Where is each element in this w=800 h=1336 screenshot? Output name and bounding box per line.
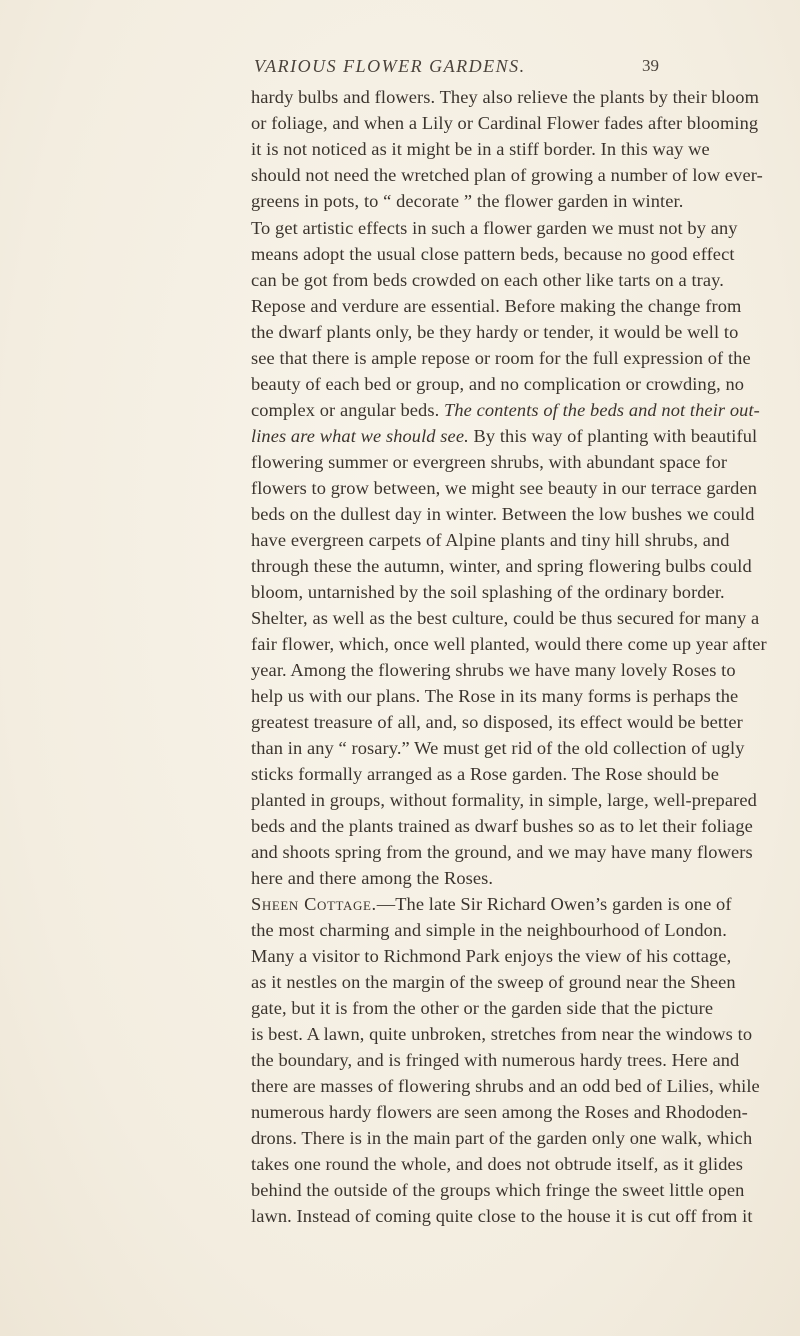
text-line: drons. There is in the main part of the garden only one walk, which (251, 1128, 753, 1148)
text-line: or foliage, and when a Lily or Cardinal Flower fades after blooming (251, 113, 759, 133)
text-line: should not need the wretched plan of growing a number of low ever- (251, 165, 763, 185)
text-line: flowers to grow between, we might see beauty in our terrace garden (251, 478, 758, 498)
page-number: 39 (642, 56, 659, 75)
text-line: lawn. Instead of coming quite close to the house it is cut off from it (251, 1206, 753, 1226)
text-line: it is not noticed as it might be in a stiff border. In this way we (251, 139, 710, 159)
text-line: planted in groups, without formality, in simple, large, well-prepared (251, 790, 757, 810)
italic-phrase: The contents of the beds and not their out- (444, 400, 760, 420)
text-line: and shoots spring from the ground, and we may have many flowers (251, 842, 753, 862)
text-line: through these the autumn, winter, and spring flowering bulbs could (251, 556, 752, 576)
text-line: greatest treasure of all, and, so disposed, its effect would be better (251, 712, 743, 732)
text-line: Many a visitor to Richmond Park enjoys the view of his cottage, (251, 946, 732, 966)
text-line: Shelter, as well as the best culture, could be thus secured for many a (251, 608, 760, 628)
text-line: year. Among the flowering shrubs we have many lovely Roses to (251, 660, 736, 680)
text-line: bloom, untarnished by the soil splashing of the ordinary border. (251, 582, 725, 602)
text-line: than in any “ rosary.” We must get rid of the old collection of ugly (251, 738, 745, 758)
running-head-title: VARIOUS FLOWER GARDENS. (254, 56, 526, 76)
text-line: greens in pots, to “ decorate ” the flower garden in winter. (251, 191, 684, 211)
text-line: can be got from beds crowded on each other like tarts on a tray. (251, 270, 724, 290)
section-heading: Sheen Cottage. (251, 894, 377, 914)
text-line: sticks formally arranged as a Rose garden. The Rose should be (251, 764, 719, 784)
text-line (251, 423, 757, 449)
text-line: To get artistic effects in such a flower garden we must not by any (251, 218, 738, 238)
text-line: Repose and verdure are essential. Before making the change from (251, 296, 742, 316)
text-line (251, 891, 732, 917)
text-line: the most charming and simple in the neighbourhood of London. (251, 920, 727, 940)
text-line: takes one round the whole, and does not obtrude itself, as it glides (251, 1154, 744, 1174)
text-line: behind the outside of the groups which fringe the sweet little open (251, 1180, 745, 1200)
text-line: flowering summer or evergreen shrubs, with abundant space for (251, 452, 728, 472)
italic-phrase: lines are what we should see. (251, 426, 474, 446)
text-line: see that there is ample repose or room for the full expression of the (251, 348, 751, 368)
text-line: there are masses of flowering shrubs and an odd bed of Lilies, while (251, 1076, 760, 1096)
text-line: is best. A lawn, quite unbroken, stretches from near the windows to (251, 1024, 753, 1044)
text-line: gate, but it is from the other or the garden side that the picture (251, 998, 714, 1018)
text-line: hardy bulbs and flowers. They also relieve the plants by their bloom (251, 87, 759, 107)
text-line: have evergreen carpets of Alpine plants and tiny hill shrubs, and (251, 530, 730, 550)
text-line: the dwarf plants only, be they hardy or tender, it would be well to (251, 322, 739, 342)
text-line: here and there among the Roses. (251, 868, 494, 888)
text-line (251, 397, 760, 423)
text-line: numerous hardy flowers are seen among the Roses and Rhododen- (251, 1102, 748, 1122)
text-run: —The late Sir Richard Owen’s garden is one of (376, 894, 732, 914)
text-line: beauty of each bed or group, and no complication or crowding, no (251, 374, 745, 394)
text-line: beds and the plants trained as dwarf bushes so as to let their foliage (251, 816, 753, 836)
text-run: By this way of planting with beautiful (473, 426, 758, 446)
text-line: fair flower, which, once well planted, would there come up year after (251, 634, 767, 654)
text-line: help us with our plans. The Rose in its many forms is perhaps the (251, 686, 739, 706)
text-run: complex or angular beds. (251, 400, 444, 420)
text-line: as it nestles on the margin of the sweep of ground near the Sheen (251, 972, 736, 992)
text-line: the boundary, and is fringed with numerous hardy trees. Here and (251, 1050, 740, 1070)
text-line: beds on the dullest day in winter. Between the low bushes we could (251, 504, 755, 524)
text-line: means adopt the usual close pattern beds, because no good effect (251, 244, 735, 264)
